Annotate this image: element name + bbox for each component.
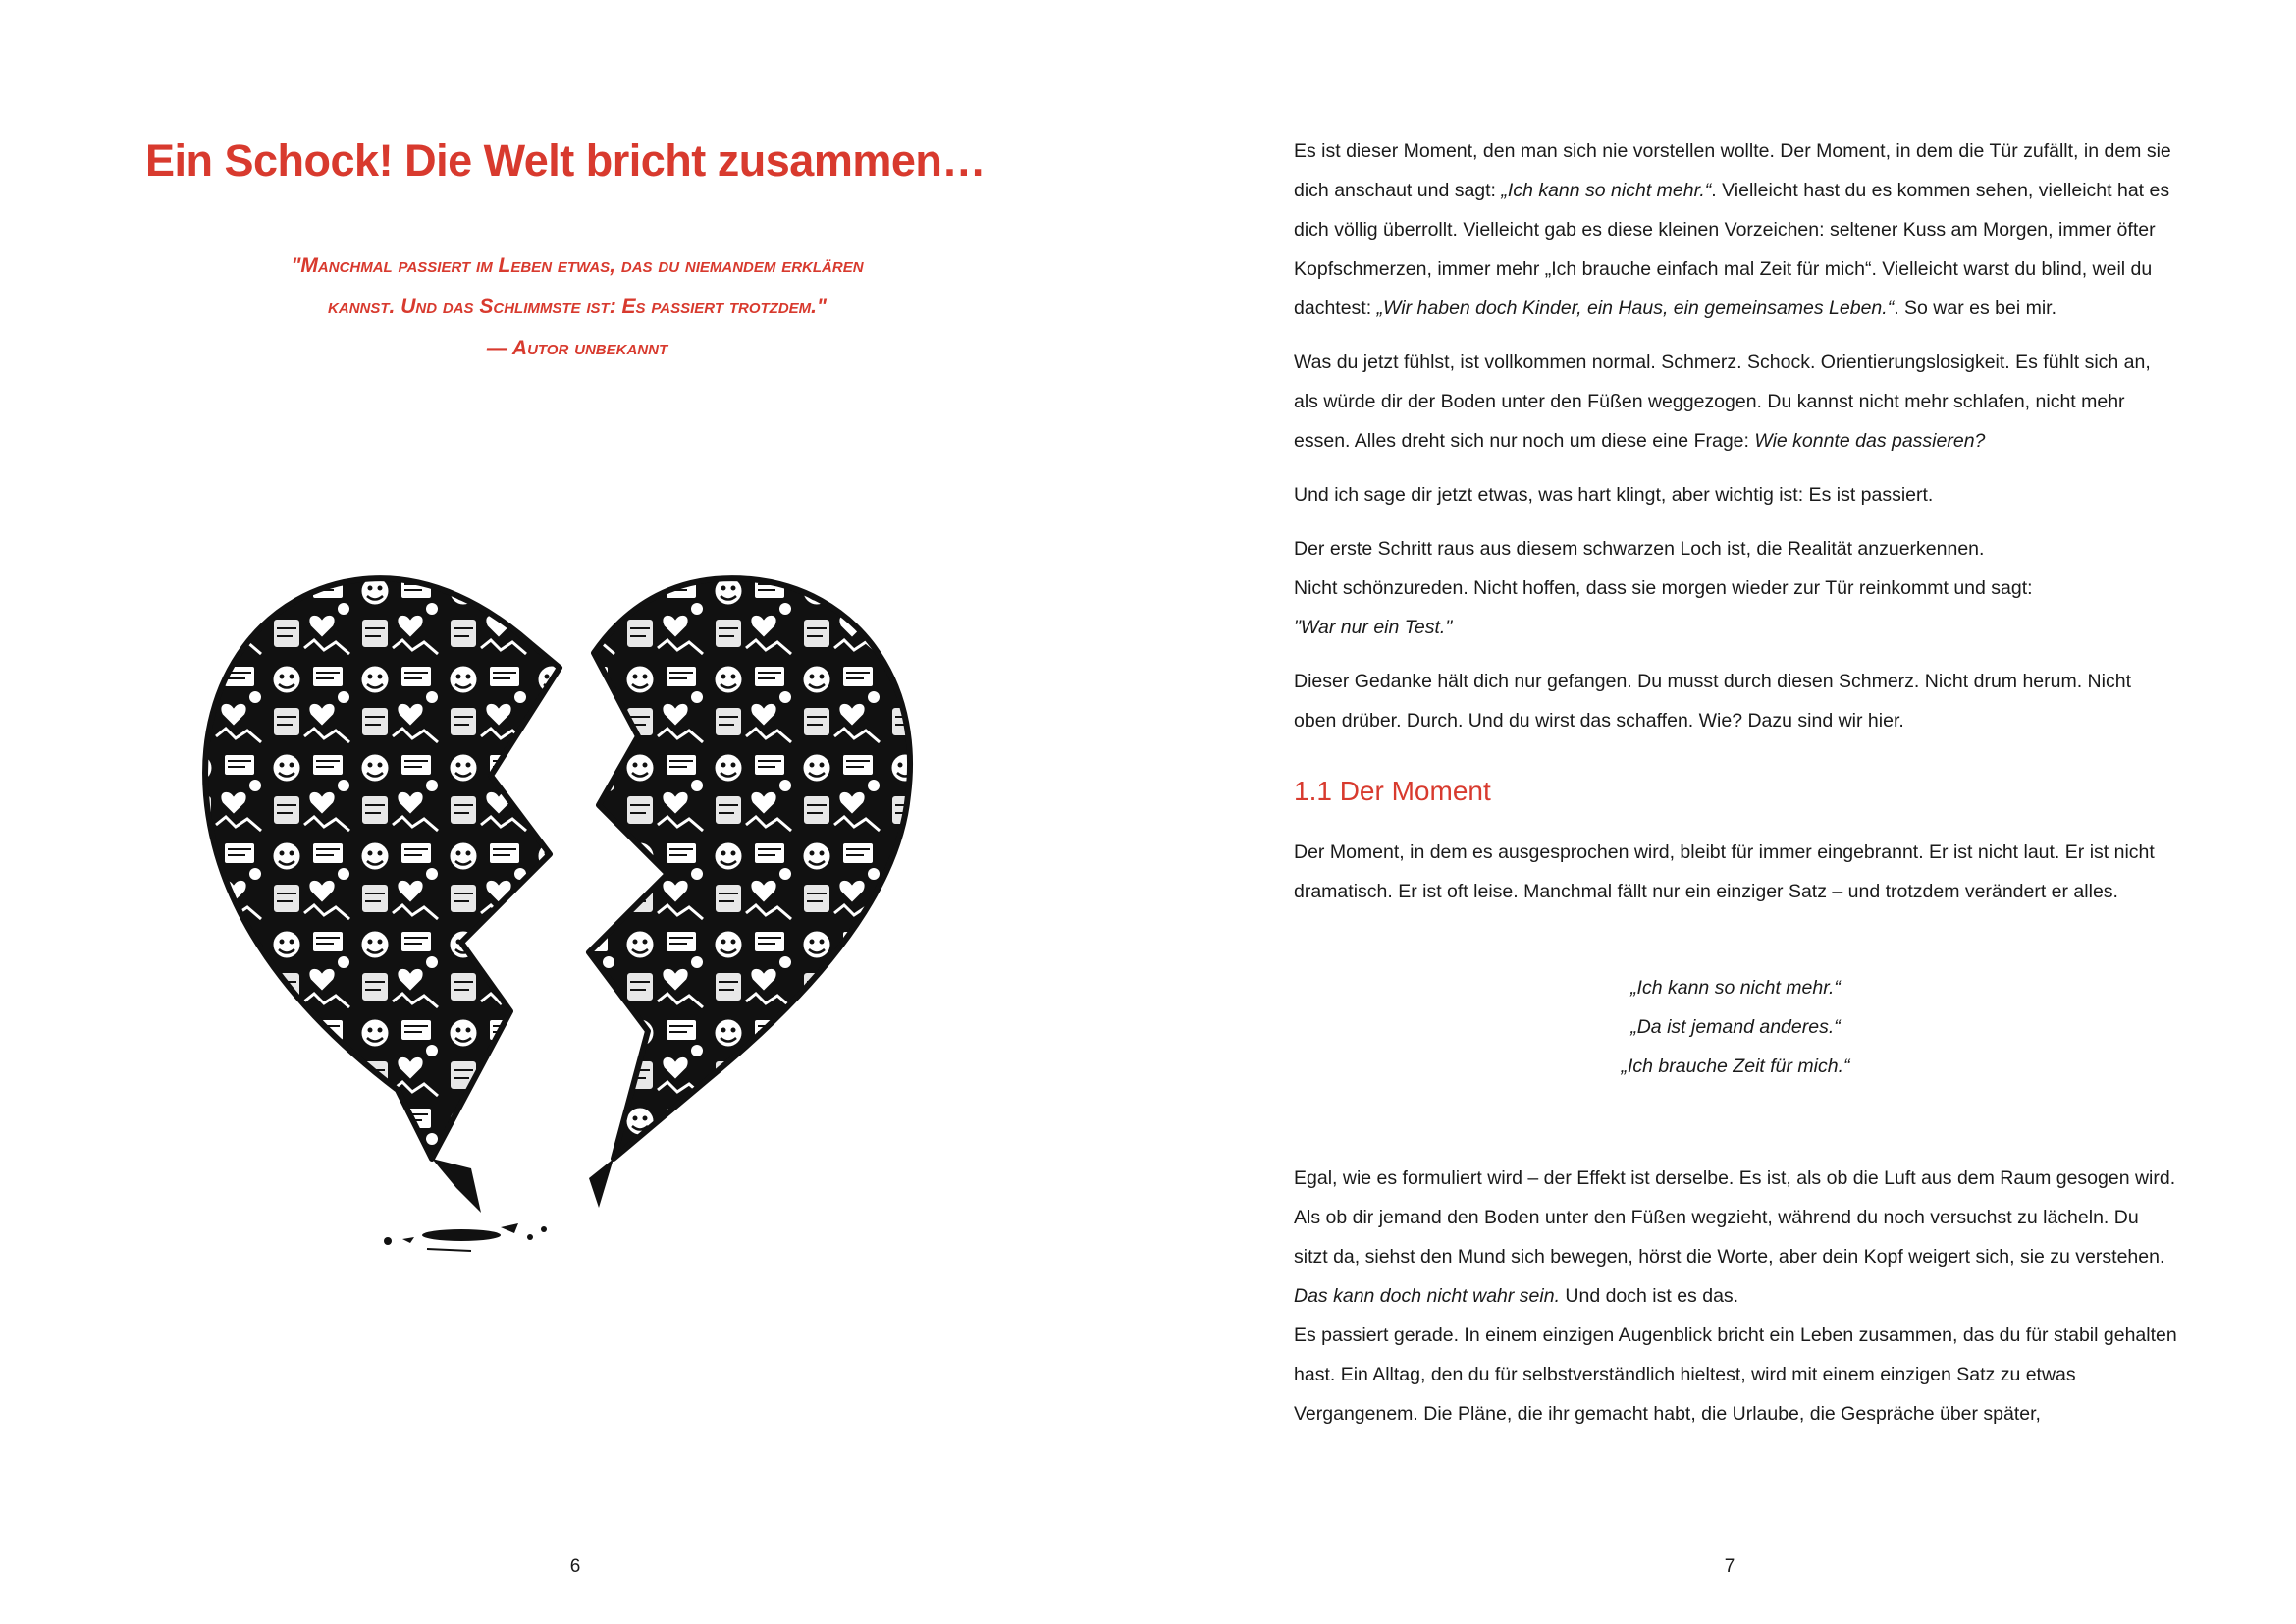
right-page (1148, 0, 2296, 1624)
text-run: Was du jetzt fühlst, ist vollkommen normal. Schmerz. Schock. Orientierungslosigkeit. Es fühlt sich an, als würde dir der Boden unter den Füßen weggezogen. Du kannst nicht mehr schlafen, nicht mehr essen. Alles dreht sich nur noch um diese eine Frage: (1294, 352, 2151, 452)
body-text (1294, 132, 2177, 1448)
paragraph (1294, 132, 2177, 328)
paragraph (1294, 1159, 2177, 1316)
italic-quote: "War nur ein Test." (1294, 617, 1453, 638)
epigraph-attribution: — Autor unbekannt (486, 337, 668, 359)
paragraph: Und ich sage dir jetzt etwas, was hart klingt, aber wichtig ist: Es ist passiert. (1294, 484, 1934, 506)
text-run: . Vielleicht hast du es kommen sehen, vielleicht hat es dich völlig überrollt. Vielleicht gab es diese kleinen Vorzeichen: seltener Kuss am Morgen, immer öfter Kopfschmerzen, immer mehr „Ich brauche einfach mal Zeit für mich“. Vielleicht warst du blind, weil du dachtest: (1294, 180, 2170, 319)
quote-block (1294, 968, 2177, 1086)
epigraph-line: "Manchmal passiert im Leben etwas, das du niemandem erklären (291, 254, 864, 277)
text-run: Und doch ist es das. (1559, 1285, 1739, 1307)
text-run: . So war es bei mir. (1894, 298, 2056, 319)
text-run: Nicht schönzureden. Nicht hoffen, dass sie morgen wieder zur Tür reinkommt und sagt: (1294, 577, 2033, 599)
quote-line: „Ich kann so nicht mehr.“ (1630, 977, 1841, 999)
paragraph (1294, 529, 2177, 647)
quote-line: „Ich brauche Zeit für mich.“ (1621, 1056, 1850, 1077)
text-run: Egal, wie es formuliert wird – der Effekt ist derselbe. Es ist, als ob die Luft aus dem Raum gesogen wird. Als ob dir jemand den Boden unter den Füßen wegzieht, während du noch versuchst zu lächeln. Du sitzt da, siehst den Mund sich bewegen, hörst die Worte, aber dein Kopf weigert sich, sie zu verstehen. (1294, 1167, 2176, 1268)
page-number: 7 (1724, 1556, 1735, 1577)
chapter-title: Ein Schock! Die Welt bricht zusammen… (145, 135, 986, 186)
page-number: 6 (569, 1556, 581, 1577)
section-heading: 1.1 Der Moment (1294, 776, 1491, 806)
text-run: Es ist dieser Moment, den man sich nie vorstellen wollte. Der Moment, in dem die Tür zufällt, in dem sie dich anschaut und sagt: (1294, 140, 2171, 201)
paragraph: Dieser Gedanke hält dich nur gefangen. Du musst durch diesen Schmerz. Nicht drum herum. Nicht oben drüber. Durch. Und du wirst das schaffen. Wie? Dazu sind wir hier. (1294, 671, 2131, 731)
paragraph: Der Moment, in dem es ausgesprochen wird, bleibt für immer eingebrannt. Er ist nicht laut. Er ist nicht dramatisch. Er ist oft leise. Manchmal fällt nur ein einziger Satz – und trotzdem verändert er alles. (1294, 841, 2155, 902)
broken-heart-illustration (177, 481, 1001, 1267)
italic-quote: Wie konnte das passieren? (1754, 430, 1986, 452)
italic-quote: Das kann doch nicht wahr sein. (1294, 1285, 1560, 1307)
epigraph (145, 245, 1009, 369)
epigraph-line: kannst. Und das Schlimmste ist: Es passiert trotzdem." (328, 296, 827, 318)
paragraph (1294, 343, 2177, 460)
quote-line: „Da ist jemand anderes.“ (1630, 1016, 1841, 1038)
text-run: Der erste Schritt raus aus diesem schwarzen Loch ist, die Realität anzuerkennen. (1294, 538, 1985, 560)
paragraph: Es passiert gerade. In einem einzigen Augenblick bricht ein Leben zusammen, das du für stabil gehalten hast. Ein Alltag, den du für selbstverständlich hieltest, wird mit einem einzigen Satz zu etwas Vergangenem. Die Pläne, die ihr gemacht habt, die Urlaube, die Gespräche über später, (1294, 1325, 2177, 1425)
italic-quote: „Wir haben doch Kinder, ein Haus, ein gemeinsames Leben.“ (1376, 298, 1895, 319)
italic-quote: „Ich kann so nicht mehr.“ (1501, 180, 1712, 201)
